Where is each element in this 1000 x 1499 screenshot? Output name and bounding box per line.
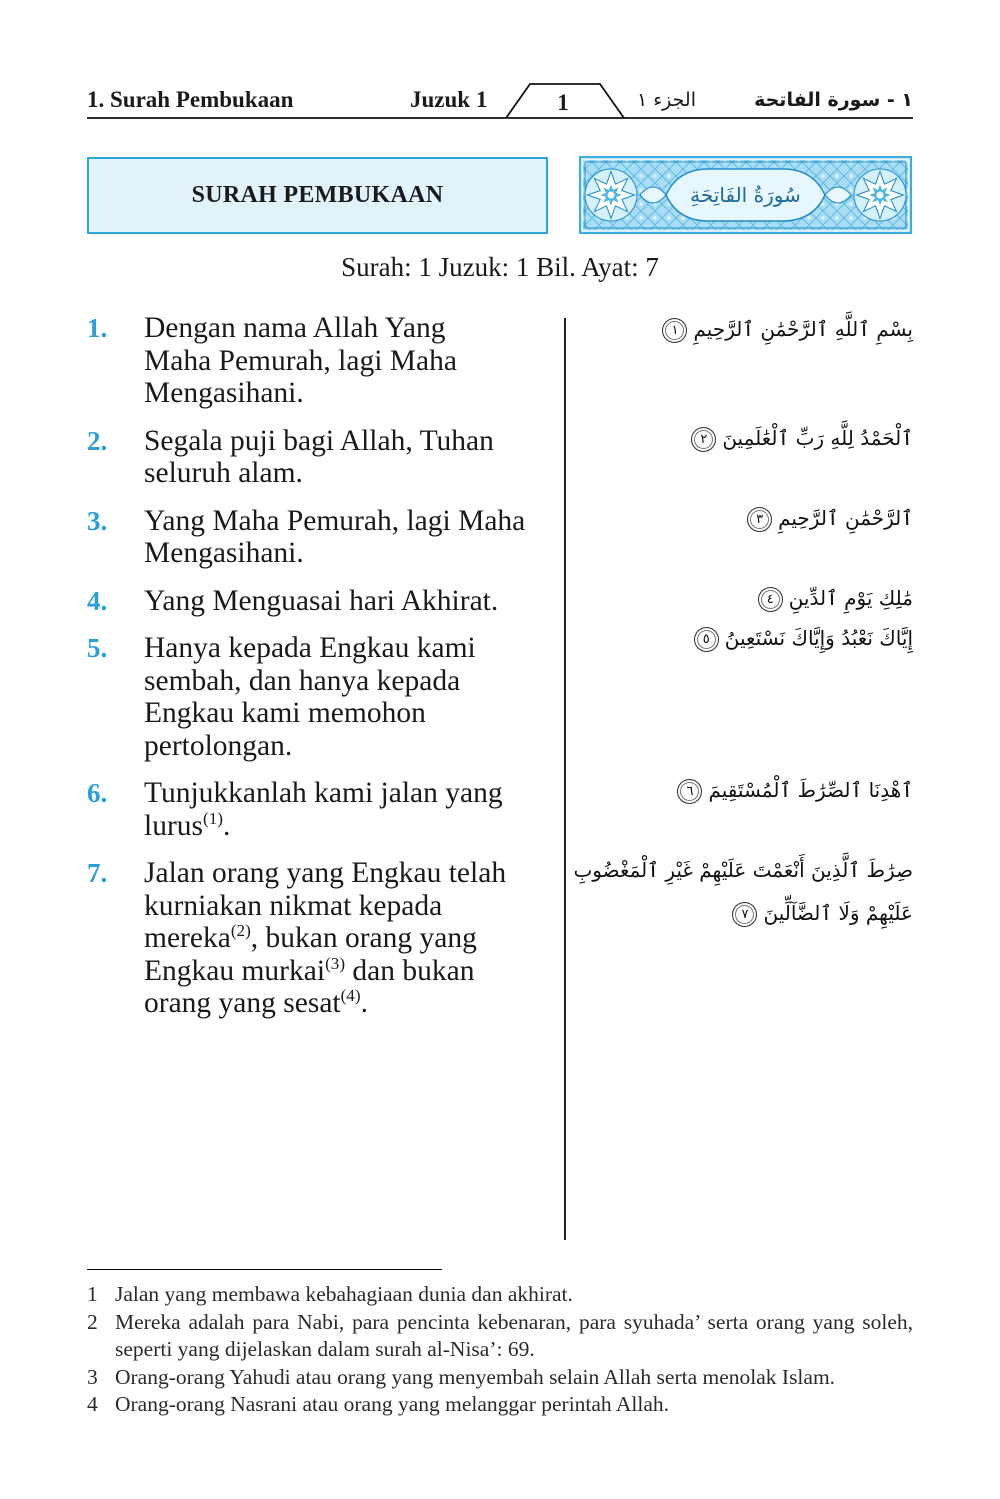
- translation-line: [144, 987, 506, 1020]
- arabic-line: [580, 617, 913, 660]
- footnote: [87, 1391, 913, 1419]
- arabic-line: [580, 308, 913, 351]
- translation-line: [144, 312, 457, 345]
- verse-number: 3.: [87, 505, 108, 536]
- verse-translation: [144, 632, 476, 762]
- translation-text: Maha Pemurah, lagi Maha: [144, 344, 457, 377]
- footnote-list: [87, 1281, 913, 1419]
- translation-text: .: [222, 809, 231, 842]
- verse-translation: [144, 505, 525, 570]
- translation-line: [144, 697, 476, 730]
- verse-arabic: [580, 308, 913, 351]
- verse-translation: [144, 857, 506, 1020]
- verse-arabic: [580, 417, 913, 460]
- translation-text: .: [360, 987, 368, 1019]
- verse-number: 2.: [87, 425, 108, 456]
- translation-text: orang yang sesat: [144, 987, 341, 1019]
- translation-line: [144, 922, 506, 955]
- footnote-text: Orang-orang Nasrani atau orang yang melanggar perintah Allah.: [115, 1392, 670, 1416]
- translation-text: kurniakan nikmat kepada: [144, 889, 443, 922]
- ayah-end-marker: ٤: [758, 587, 783, 612]
- verse-number: 1.: [87, 313, 108, 343]
- translation-text: Mengasihani.: [144, 537, 304, 569]
- verse-arabic: [580, 617, 913, 660]
- footnote-body: [115, 1391, 913, 1419]
- surah-title-box: [87, 157, 548, 234]
- arabic-text: عَلَيْهِمْ وَلَا ٱلضَّآلِّينَ: [763, 901, 913, 925]
- translation-line: [144, 857, 506, 890]
- translation-line: [144, 377, 457, 410]
- translation-text: Yang Maha Pemurah, lagi Maha: [144, 504, 526, 537]
- footnote-text: Mereka adalah para Nabi, para pencinta kebenaran, para syuhada’ serta orang yang soleh,: [115, 1309, 913, 1334]
- verse: [87, 585, 913, 618]
- running-header-surah: 1. Surah Pembukaan: [87, 87, 294, 112]
- translation-text: Jalan orang yang Engkau telah: [144, 857, 507, 889]
- arabic-text: إِيَّاكَ نَعْبُدُ وَإِيَّاكَ نَسْتَعِينُ: [724, 626, 913, 650]
- translation-text: seluruh alam.: [144, 457, 303, 489]
- translation-text: Engkau kami memohon: [144, 697, 426, 729]
- verse-arabic: [573, 849, 913, 935]
- footnote-text: Orang-orang Yahudi atau orang yang menyembah selain Allah serta menolak Islam.: [115, 1364, 836, 1389]
- arabic-text: ٱلرَّحْمَٰنِ ٱلرَّحِيمِ: [778, 505, 913, 530]
- verse-translation: [144, 425, 494, 490]
- translation-text: Yang Menguasai hari Akhirat.: [144, 584, 499, 617]
- verse: [87, 505, 913, 570]
- footnote-separator: [87, 1269, 442, 1270]
- translation-line: [144, 457, 494, 490]
- running-header-arabic-juz: الجزء ١: [636, 89, 696, 111]
- arabic-line: [580, 577, 913, 620]
- verse-number: 7.: [87, 858, 108, 888]
- translation-text: Engkau murkai: [144, 954, 326, 987]
- surah-ornament-panel: [578, 155, 913, 235]
- verse-translation: [144, 777, 503, 842]
- arabic-line: [580, 769, 913, 812]
- verse-arabic: [580, 577, 913, 620]
- translation-line: [144, 955, 506, 988]
- footnote-ref: (2): [230, 921, 251, 941]
- verse-arabic: [580, 769, 913, 812]
- translation-text: dan bukan: [345, 954, 475, 987]
- footnote-number: 1: [87, 1282, 98, 1306]
- translation-text: , bukan orang yang: [250, 922, 477, 954]
- translation-text: Segala puji bagi Allah, Tuhan: [144, 424, 494, 457]
- translation-line: [144, 777, 503, 810]
- arabic-line: [580, 892, 913, 935]
- arabic-text: بِسْمِ ٱللَّهِ ٱلرَّحْمَٰنِ ٱلرَّحِيمِ: [693, 317, 913, 341]
- translation-line: [144, 810, 503, 843]
- arabic-text: ٱلْحَمْدُ لِلَّهِ رَبِّ ٱلْعَٰلَمِينَ: [722, 425, 913, 450]
- translation-text: sembah, dan hanya kepada: [144, 664, 461, 697]
- translation-text: Hanya kepada Engkau kami: [144, 632, 476, 664]
- ayah-end-marker: ٢: [691, 427, 716, 452]
- translation-line: [144, 730, 476, 763]
- arabic-text: ٱهْدِنَا ٱلصِّرَٰطَ ٱلْمُسْتَقِيمَ: [708, 778, 913, 802]
- arabic-text: مَٰلِكِ يَوْمِ ٱلدِّينِ: [788, 585, 913, 610]
- rosette-left: [585, 169, 637, 221]
- arabic-line: [580, 497, 913, 540]
- verse-number: 4.: [87, 585, 108, 616]
- footnote-ref: (1): [203, 808, 223, 828]
- footnote-text: seperti yang dijelaskan dalam surah al-Nisa’: 69.: [115, 1337, 535, 1361]
- arabic-line: [573, 849, 913, 892]
- translation-line: [144, 345, 457, 378]
- footnote: [87, 1281, 913, 1309]
- footnote-number: 4: [87, 1392, 98, 1416]
- translation-text: lurus: [144, 809, 203, 842]
- translation-line: [144, 632, 476, 665]
- surah-title: SURAH PEMBUKAAN: [191, 182, 444, 208]
- footnote-body: [115, 1309, 913, 1364]
- translation-line: [144, 585, 498, 618]
- surah-info: Surah: 1 Juzuk: 1 Bil. Ayat: 7: [341, 252, 659, 282]
- ayah-end-marker: ٧: [732, 902, 757, 927]
- verse: [87, 857, 913, 1020]
- footnote-body: [115, 1364, 913, 1392]
- footnote-number: 2: [87, 1309, 98, 1334]
- translation-text: pertolongan.: [144, 729, 293, 762]
- translation-text: Dengan nama Allah Yang: [144, 312, 446, 344]
- translation-text: mereka: [144, 922, 231, 954]
- footnote-ref: (4): [340, 986, 361, 1006]
- arabic-text: صِرَٰطَ ٱلَّذِينَ أَنْعَمْتَ عَلَيْهِمْ غَيْرِ ٱلْمَغْضُوبِ: [573, 858, 913, 882]
- verse: [87, 626, 913, 762]
- verse-list: [87, 312, 913, 1035]
- footnote-number: 3: [87, 1364, 98, 1389]
- rosette-right: [854, 169, 906, 221]
- footnote-body: [115, 1281, 913, 1309]
- translation-line: [144, 890, 506, 923]
- ayah-end-marker: ٣: [747, 507, 772, 532]
- translation-text: Mengasihani.: [144, 377, 304, 409]
- footnote: [87, 1309, 913, 1364]
- verse: [87, 312, 913, 410]
- translation-text: Tunjukkanlah kami jalan yang: [144, 777, 503, 809]
- verse-arabic: [580, 497, 913, 540]
- footnote: [87, 1364, 913, 1392]
- verse: [87, 425, 913, 490]
- verse-number: 6.: [87, 778, 108, 808]
- ayah-end-marker: ٦: [677, 779, 702, 804]
- footnote-ref: (3): [325, 953, 346, 973]
- ayah-end-marker: ٥: [694, 627, 719, 652]
- translation-line: [144, 425, 494, 458]
- verse-translation: [144, 312, 457, 410]
- verse-number: 5.: [87, 633, 108, 663]
- footnote-text: Jalan yang membawa kebahagiaan dunia dan akhirat.: [115, 1282, 573, 1306]
- arabic-line: [580, 417, 913, 460]
- running-header-juzuk: Juzuk 1: [410, 87, 488, 112]
- translation-line: [144, 505, 525, 538]
- translation-line: [144, 665, 476, 698]
- page-number: 1: [557, 90, 569, 115]
- ayah-end-marker: ١: [662, 318, 687, 343]
- translation-line: [144, 537, 525, 570]
- running-header-arabic-surah: ١ - سورة الفاتحة: [754, 89, 913, 111]
- ornament-arabic-title: سُورَةُ الفَاتِحَةِ: [690, 183, 801, 207]
- verse: [87, 777, 913, 842]
- verse-translation: [144, 585, 498, 618]
